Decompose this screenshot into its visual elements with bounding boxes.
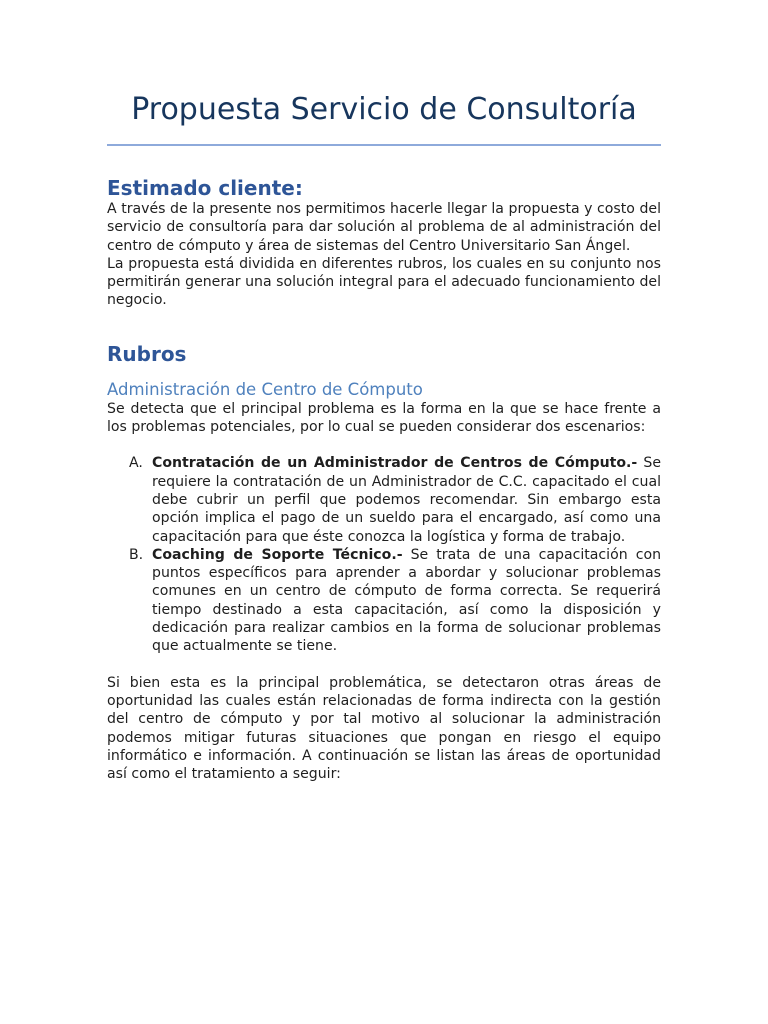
- list-item-text: Se trata de una capacitación con puntos específicos para aprender a abordar y solucionar problemas comunes en un centro de cómputo de forma correcta. Se requerirá tiempo destinado a esta capacitación, así como la disposición y dedicación para realizar cambios en la forma de solucionar problemas que actualmente se tiene.: [152, 546, 662, 655]
- document-page: [107, 0, 661, 783]
- list-marker: B.: [129, 546, 144, 563]
- title-divider: [107, 144, 661, 146]
- list-item-title: Contratación de un Administrador de Centros de Cómputo.-: [152, 455, 638, 472]
- greeting-heading: Estimado cliente:: [107, 176, 303, 200]
- document-title: Propuesta Servicio de Consultoría: [131, 92, 637, 127]
- greeting-paragraph-1: A través de la presente nos permitimos hacerle llegar la propuesta y costo del servicio de consultoría para dar solución al problema de al administración del centro de cómputo y área de sistemas del Centro Universitario San Ángel.: [107, 201, 661, 254]
- list-marker: A.: [129, 455, 143, 472]
- list-item: [107, 454, 661, 545]
- rubros-heading: Rubros: [107, 341, 187, 366]
- list-item: [107, 546, 661, 656]
- list-item-title: Coaching de Soporte Técnico.-: [152, 546, 403, 563]
- rubros-intro: Se detecta que el principal problema es la forma en la que se hace frente a los problemas potenciales, por lo cual se pueden considerar dos escenarios:: [107, 400, 661, 436]
- closing-paragraph: Si bien esta es la principal problemática, se detectaron otras áreas de oportunidad las cuales están relacionadas de forma indirecta con la gestión del centro de cómputo y por tal motivo al solucionar la administración podemos mitigar futuras situaciones que pongan en riesgo el equipo informático e información. A continuación se listan las áreas de oportunidad así como el tratamiento a seguir:: [107, 674, 661, 783]
- list-item-text: Se requiere la contratación de un Administrador de C.C. capacitado el cual debe cubrir un perfil que podemos recomendar. Sin embargo esta opción implica el pago de un sueldo para el encargado, así como una capacitación para que éste conozca la logística y forma de trabajo.: [152, 455, 661, 545]
- greeting-paragraph-2: La propuesta está dividida en diferentes rubros, los cuales en su conjunto nos permitirán generar una solución integral para el adecuado funcionamiento del negocio.: [107, 255, 661, 309]
- admin-subheading: Administración de Centro de Cómputo: [107, 379, 423, 399]
- scenario-list: [107, 454, 661, 655]
